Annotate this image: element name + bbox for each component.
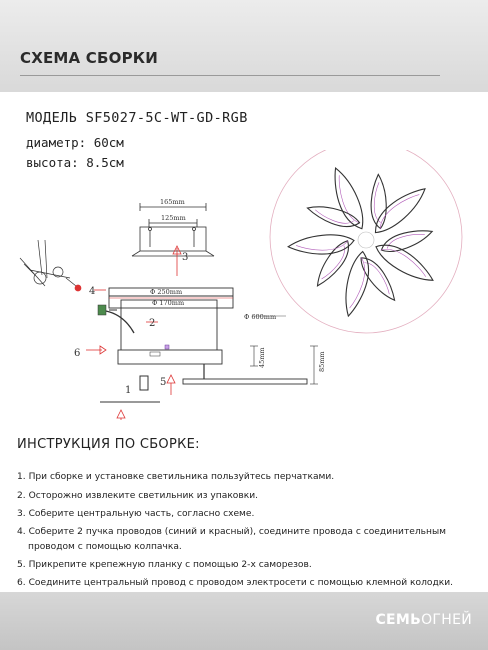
dim-165-label: 165mm (160, 198, 185, 206)
instruction-step-2: 2. Осторожно извлеките светильник из упаковки. (17, 491, 259, 501)
arrow-up-5 (167, 375, 175, 395)
callout-3: 3 (182, 252, 189, 263)
model-label: МОДЕЛЬ SF5027-5C-WT-GD-RGB (26, 110, 248, 126)
petal-led (347, 257, 370, 309)
petal (357, 252, 400, 305)
brand-logo (375, 612, 472, 628)
arrow-6 (86, 346, 106, 354)
instruction-step-5: 5. Прикрепите крепежную планку с помощью 2-х саморезов. (17, 560, 312, 570)
instruction-step-6: 6. Соедините центральный провод с проводом электросети с помощью клемной колодки. (17, 578, 454, 588)
petal (328, 165, 368, 234)
instruction-step-4: 4. Соберите 2 пучка проводов (синий и красный), соедините провода с соединительным (17, 527, 447, 537)
instruction-step-3: 3. Соберите центральную часть, согласно схеме. (17, 509, 255, 519)
dim-85-marker (310, 346, 318, 384)
flower-petals (288, 165, 438, 319)
header-bar (0, 0, 488, 92)
page-title: СХЕМА СБОРКИ (20, 49, 158, 67)
brand-light: ОГНЕЙ (421, 612, 472, 628)
dim-85-label: 85mm (318, 351, 326, 372)
diameter-label: диаметр: 60см (26, 135, 124, 150)
screw-left (149, 228, 152, 248)
instructions-title: ИНСТРУКЦИЯ ПО СБОРКЕ: (17, 437, 200, 452)
lamp-center (358, 232, 374, 248)
petal (372, 236, 437, 289)
callout-5: 5 (160, 377, 167, 388)
petal (368, 182, 432, 238)
brand-bold: СЕМЬ (375, 612, 422, 628)
dim-45-marker (250, 346, 258, 366)
wire-cap (98, 305, 134, 333)
petal-led (296, 241, 348, 251)
callout-4: 4 (89, 286, 96, 297)
footer-bar (0, 592, 488, 650)
mounting-plate (132, 203, 214, 256)
height-label: высота: 8.5см (26, 155, 124, 170)
petal-led (374, 182, 382, 222)
callout-1: 1 (125, 385, 132, 396)
callout-2: 2 (149, 318, 156, 329)
instruction-step-4-continued: проводом с помощью колпачка. (28, 542, 182, 552)
dim-45-label: 45mm (258, 347, 266, 368)
lamp-top-view (244, 150, 462, 333)
header-divider (20, 75, 440, 76)
screw-right (193, 228, 196, 248)
dim-170-label: Φ 170mm (152, 299, 185, 307)
callout-6: 6 (74, 348, 81, 359)
dim-125-label: 125mm (161, 214, 186, 222)
dim-250-label: Φ 250mm (150, 288, 183, 296)
diameter-600-label: Φ 600mm (244, 313, 277, 321)
wire-bundle (20, 240, 81, 291)
petal (305, 200, 361, 233)
arrow-up-1 (117, 410, 125, 420)
arrow-up-3 (173, 246, 181, 276)
assembly-drawing (0, 150, 488, 420)
petal-led (319, 246, 349, 282)
instruction-step-1: 1. При сборке и установке светильника пользуйтесь перчатками. (17, 472, 335, 482)
